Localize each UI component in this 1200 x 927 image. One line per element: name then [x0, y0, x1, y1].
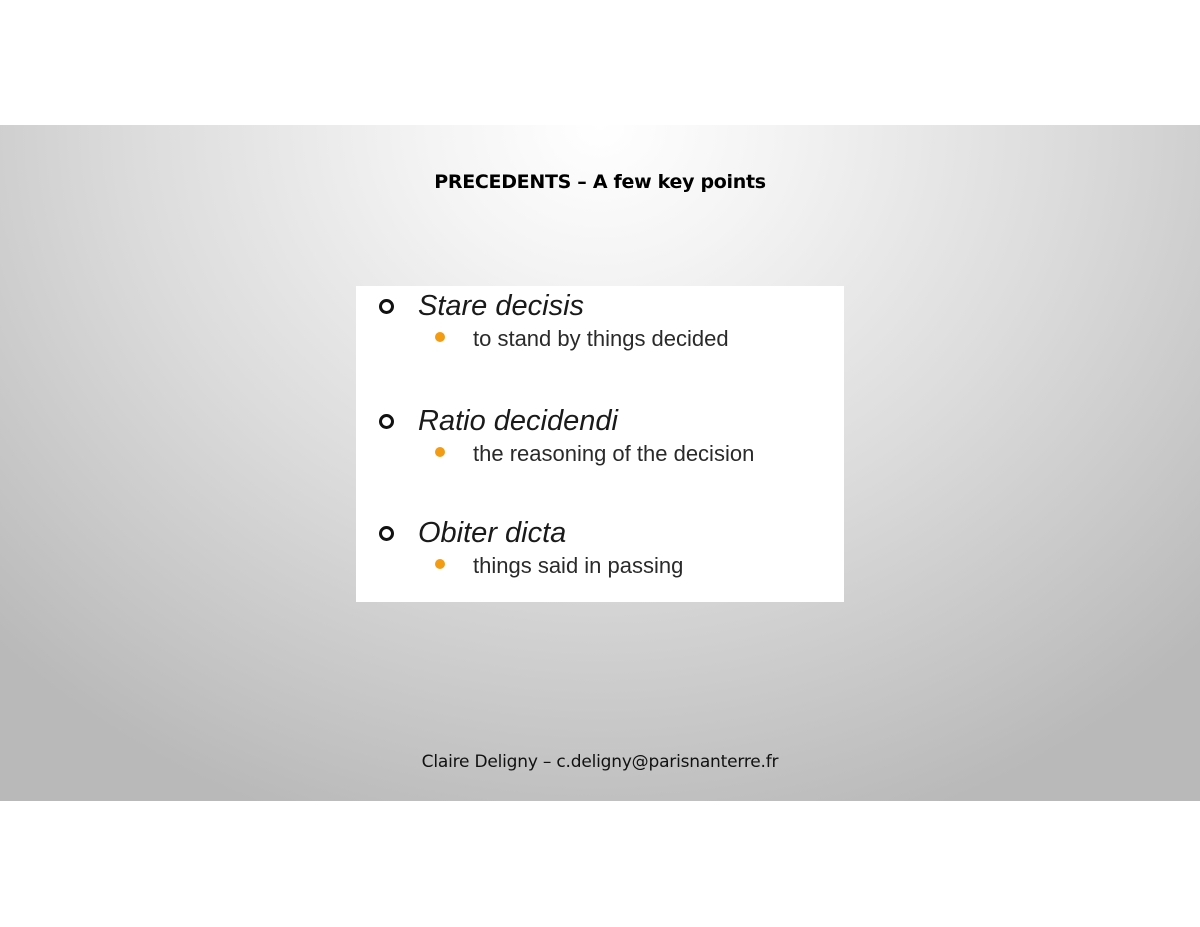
point-item [356, 515, 844, 581]
ring-bullet-icon [379, 414, 394, 429]
slide-title: PRECEDENTS – A few key points [434, 171, 766, 193]
point-meaning-row [356, 439, 844, 469]
point-term: Stare decisis [418, 290, 585, 322]
dot-bullet-icon [435, 559, 445, 569]
point-term-row [356, 288, 844, 324]
point-item [356, 403, 844, 469]
point-term: Obiter dicta [418, 517, 567, 549]
slide-footer: Claire Deligny – c.deligny@parisnanterre.fr [421, 752, 779, 772]
point-item [356, 288, 844, 354]
point-meaning-row [356, 551, 844, 581]
dot-bullet-icon [435, 447, 445, 457]
point-meaning-row [356, 324, 844, 354]
ring-bullet-icon [379, 526, 394, 541]
slide [0, 125, 1200, 801]
point-meaning: the reasoning of the decision [473, 441, 755, 466]
point-meaning: things said in passing [473, 553, 684, 578]
point-meaning: to stand by things decided [473, 326, 729, 351]
point-term-row [356, 515, 844, 551]
key-points-box [356, 286, 844, 602]
dot-bullet-icon [435, 332, 445, 342]
ring-bullet-icon [379, 299, 394, 314]
point-term: Ratio decidendi [418, 405, 618, 437]
point-term-row [356, 403, 844, 439]
